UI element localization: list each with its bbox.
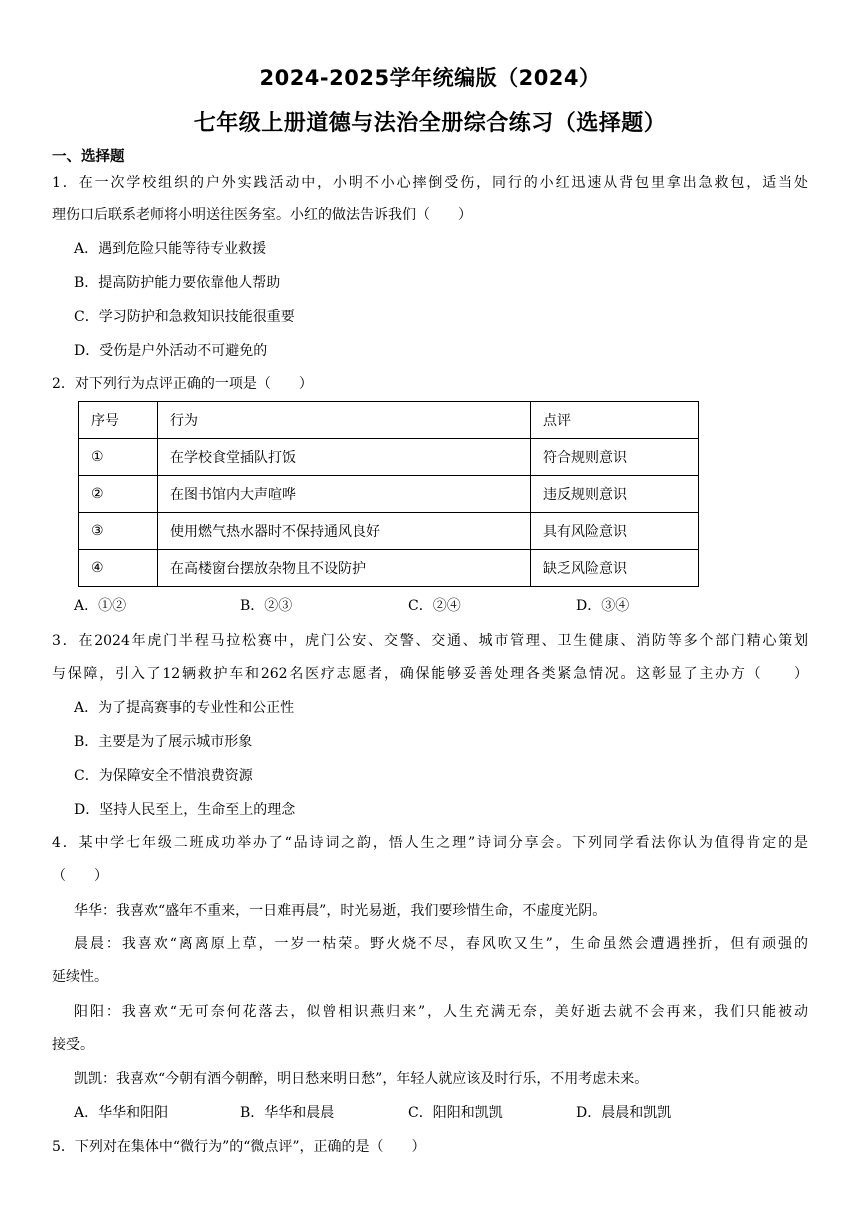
table-header-cell: 序号 (79, 402, 158, 439)
q2-stem: 2．对下列行为点评正确的一项是（ ） (52, 376, 313, 392)
table-cell: ② (79, 476, 158, 513)
q1-stem-line-1: 1．在一次学校组织的户外实践活动中，小明不小心摔倒受伤，同行的小红迅速从背包里拿出急救包，适当处 (52, 175, 808, 191)
table-cell: 使用燃气热水器时不保持通风良好 (158, 513, 531, 550)
q4-option-c[interactable]: C．阳阳和凯凯 (408, 1105, 503, 1121)
q3-option-b[interactable]: B．主要是为了展示城市形象 (74, 734, 253, 750)
q4-stem-line-1: 4．某中学七年级二班成功举办了“品诗词之韵，悟人生之理”诗词分享会。下列同学看法你认为值得肯定的是 (52, 835, 808, 851)
table-cell: 违反规则意识 (531, 476, 699, 513)
table-header-cell: 点评 (531, 402, 699, 439)
q2-option-d[interactable]: D．③④ (576, 598, 630, 614)
table-cell: 具有风险意识 (531, 513, 699, 550)
table-row (79, 513, 699, 550)
q3-option-c[interactable]: C．为保障安全不惜浪费资源 (74, 768, 253, 784)
table-cell: ① (79, 439, 158, 476)
q4-paragraph-yangyang-line-2: 接受。 (52, 1037, 94, 1053)
q2-option-b[interactable]: B．②③ (240, 598, 293, 614)
title-line-2: 七年级上册道德与法治全册综合练习（选择题） (193, 111, 667, 136)
q2-table (78, 401, 699, 587)
q1-option-a[interactable]: A．遇到危险只能等待专业救援 (74, 241, 267, 257)
table-row (79, 550, 699, 587)
q5-stem: 5．下列对在集体中“微行为”的“微点评”，正确的是（ ） (52, 1139, 426, 1155)
q4-paragraph-huahua: 华华：我喜欢“盛年不重来，一日难再晨”，时光易逝，我们要珍惜生命，不虚度光阴。 (74, 903, 607, 919)
q4-option-a[interactable]: A．华华和阳阳 (74, 1105, 169, 1121)
table-cell: 在高楼窗台摆放杂物且不设防护 (158, 550, 531, 587)
q4-option-b[interactable]: B．华华和晨晨 (240, 1105, 335, 1121)
q4-stem-line-2: （ ） (52, 868, 108, 884)
q2-option-a[interactable]: A．①② (74, 598, 127, 614)
table-cell: ④ (79, 550, 158, 587)
table-cell: 缺乏风险意识 (531, 550, 699, 587)
table-row (79, 476, 699, 513)
q3-stem-line-1: 3．在2024年虎门半程马拉松赛中，虎门公安、交警、交通、城市管理、卫生健康、消防等多个部门精心策划 (52, 633, 808, 649)
table-cell: ③ (79, 513, 158, 550)
section-heading: 一、选择题 (52, 149, 125, 165)
q3-stem-line-2: 与保障，引入了12辆救护车和262名医疗志愿者，确保能够妥善处理各类紧急情况。这彰显了主办方（ ） (52, 666, 808, 682)
table-row (79, 439, 699, 476)
q1-stem-line-2: 理伤口后联系老师将小明送往医务室。小红的做法告诉我们（ ） (52, 207, 472, 223)
q1-option-c[interactable]: C．学习防护和急救知识技能很重要 (74, 309, 295, 325)
q1-option-d[interactable]: D．受伤是户外活动不可避免的 (74, 343, 268, 359)
q4-paragraph-chenchen-line-2: 延续性。 (52, 969, 108, 985)
q1-option-b[interactable]: B．提高防护能力要依靠他人帮助 (74, 275, 281, 291)
table-cell: 在图书馆内大声喧哗 (158, 476, 531, 513)
title-line-1: 2024-2025学年统编版（2024） (259, 66, 601, 90)
table-header-cell: 行为 (158, 402, 531, 439)
q3-option-d[interactable]: D．坚持人民至上，生命至上的理念 (74, 802, 296, 818)
table-cell: 在学校食堂插队打饭 (158, 439, 531, 476)
table-cell: 符合规则意识 (531, 439, 699, 476)
q4-option-d[interactable]: D．晨晨和凯凯 (576, 1105, 672, 1121)
q4-paragraph-chenchen-line-1: 晨晨：我喜欢“离离原上草，一岁一枯荣。野火烧不尽，春风吹又生”，生命虽然会遭遇挫折，但有顽强的 (74, 936, 808, 952)
q4-paragraph-kaikai: 凯凯：我喜欢“今朝有酒今朝醉，明日愁来明日愁”，年轻人就应该及时行乐，不用考虑未来。 (74, 1071, 649, 1087)
q3-option-a[interactable]: A．为了提高赛事的专业性和公正性 (74, 700, 295, 716)
table-header-row (79, 402, 699, 439)
q2-option-c[interactable]: C．②④ (408, 598, 461, 614)
q4-paragraph-yangyang-line-1: 阳阳：我喜欢“无可奈何花落去，似曾相识燕归来”，人生充满无奈，美好逝去就不会再来，我们只能被动 (74, 1004, 808, 1020)
